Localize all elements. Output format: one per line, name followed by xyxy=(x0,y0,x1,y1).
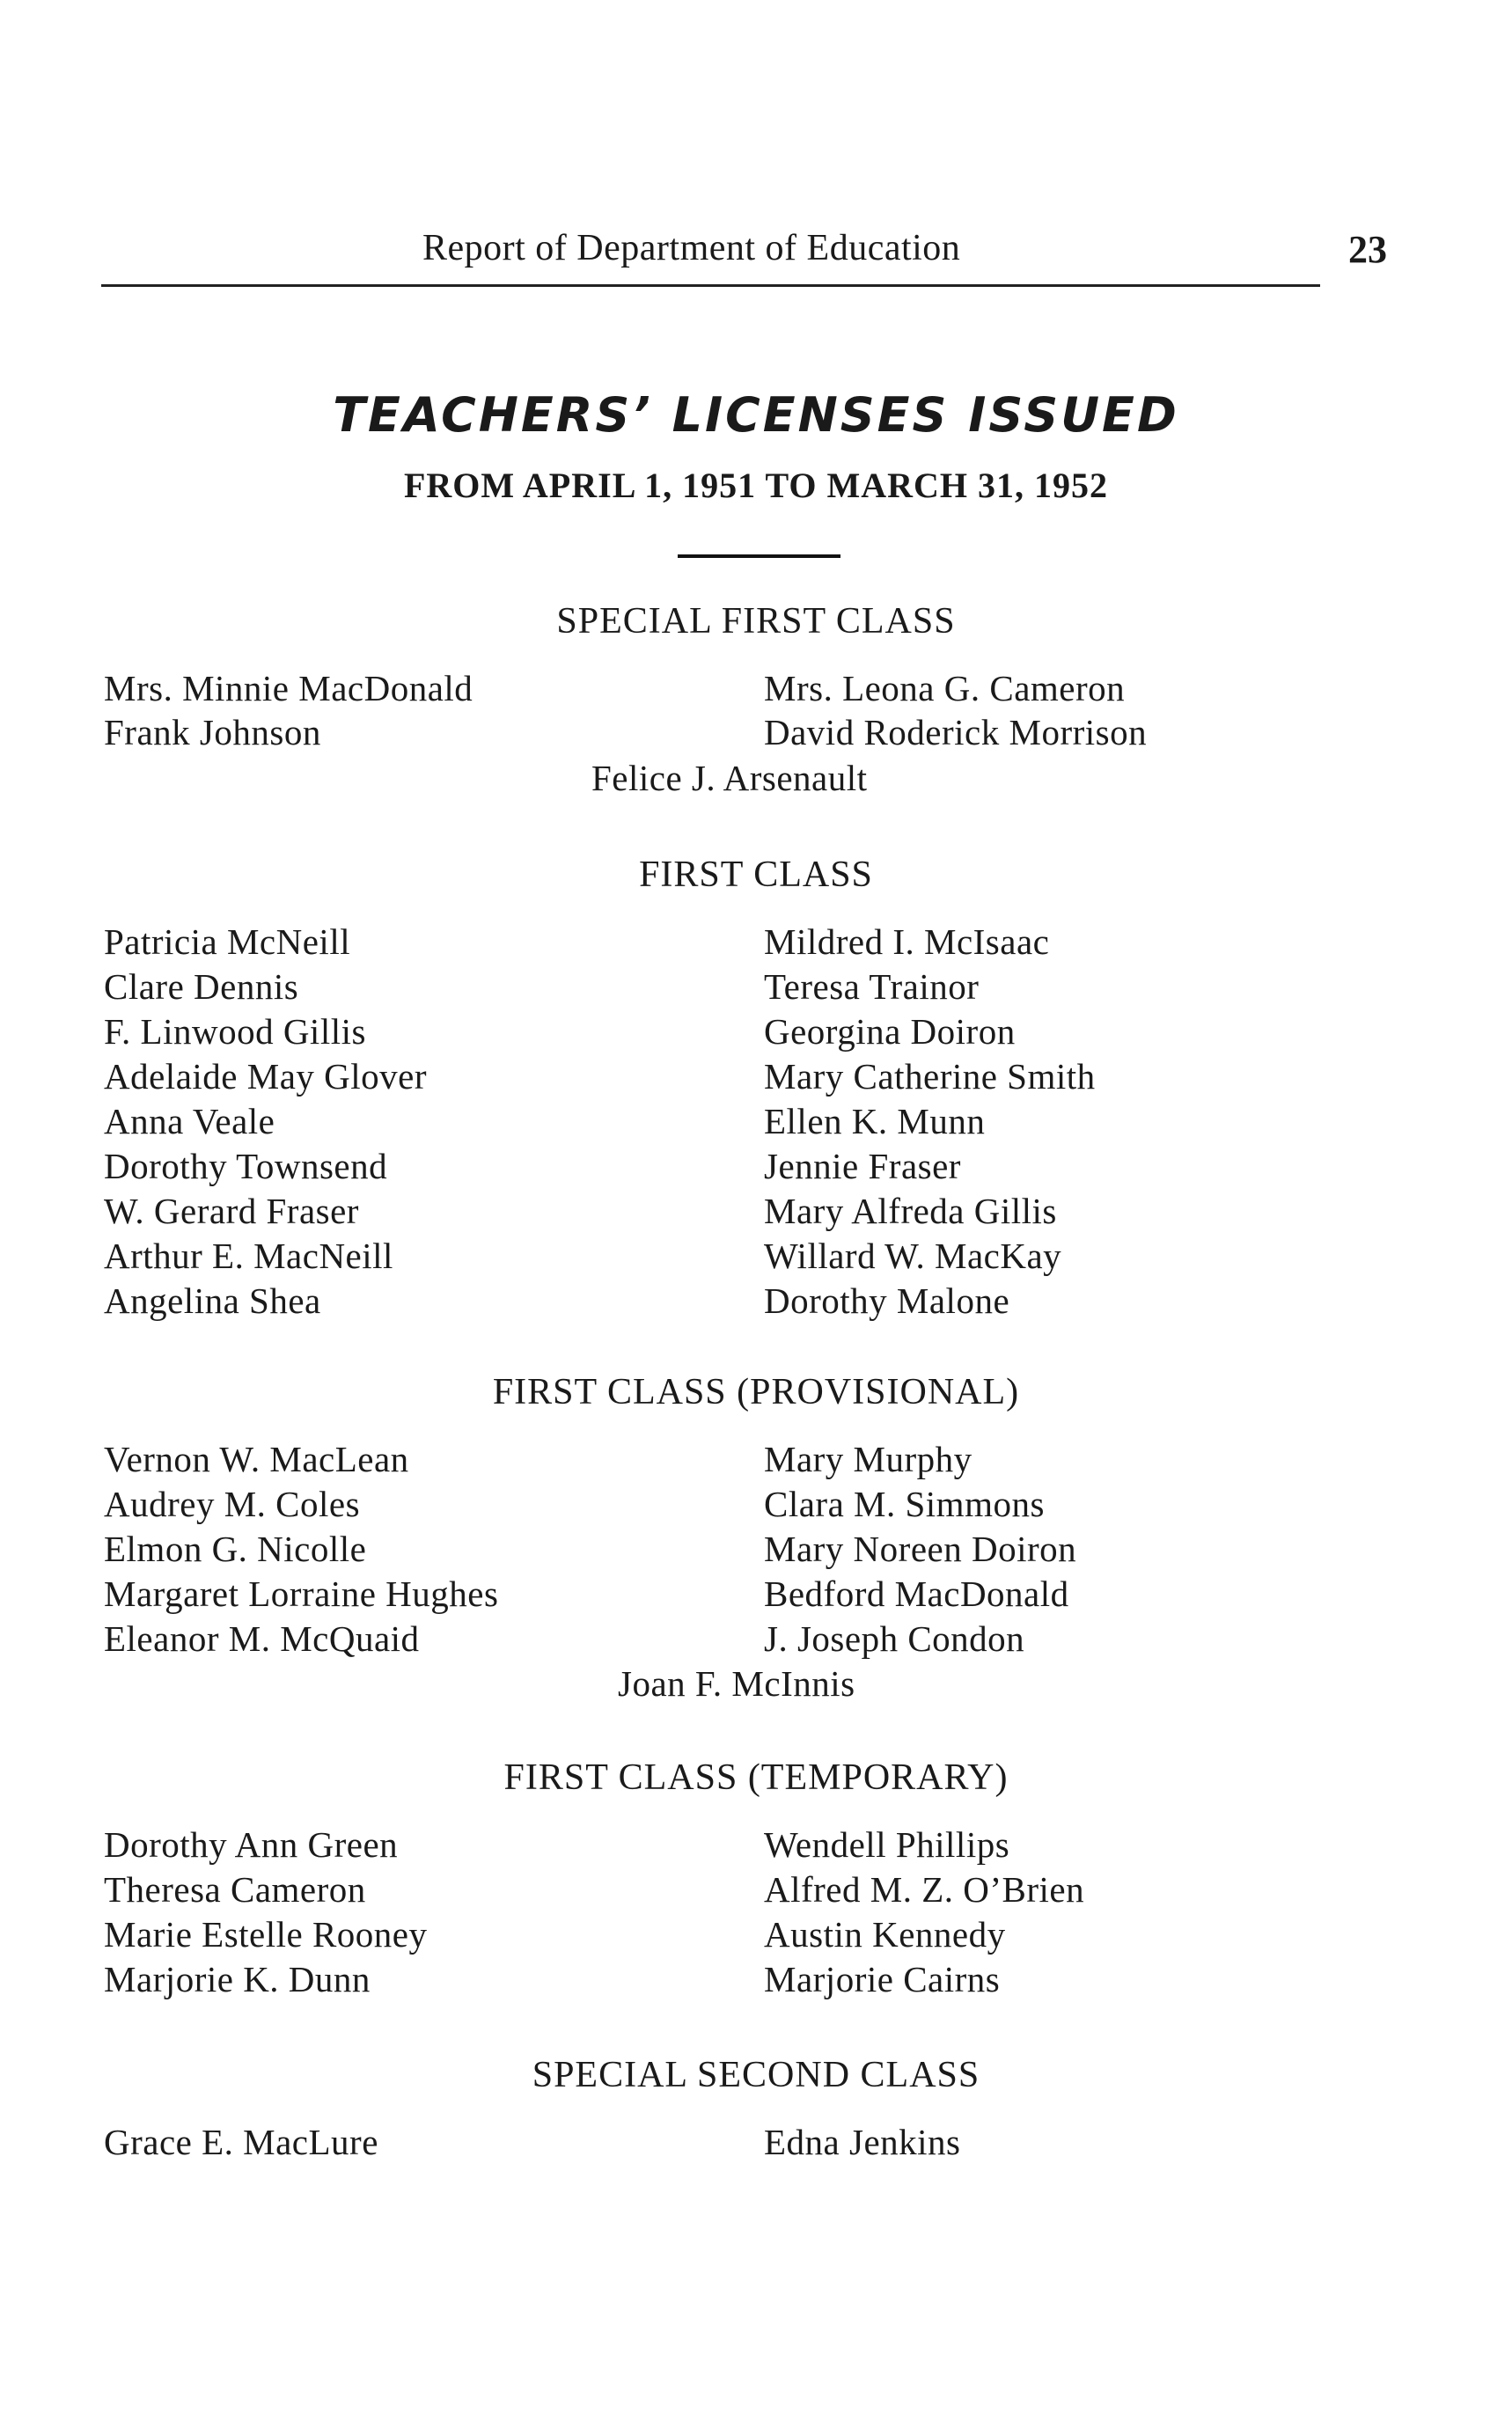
name-entry: Wendell Phillips xyxy=(764,1824,1010,1865)
page-title: TEACHERS’ LICENSES ISSUED xyxy=(333,387,1179,443)
title-divider xyxy=(678,554,840,558)
name-entry: Arthur E. MacNeill xyxy=(104,1236,393,1276)
section-heading: FIRST CLASS xyxy=(639,855,873,895)
name-entry: Marjorie K. Dunn xyxy=(104,1959,371,1999)
name-entry: David Roderick Morrison xyxy=(764,712,1148,752)
name-entry: Mary Murphy xyxy=(764,1439,973,1479)
running-header xyxy=(0,227,1512,280)
section-heading: FIRST CLASS (PROVISIONAL) xyxy=(492,1372,1020,1412)
name-entry: Austin Kennedy xyxy=(764,1914,1006,1955)
name-entry: Frank Johnson xyxy=(104,712,321,752)
name-entry: Marie Estelle Rooney xyxy=(104,1914,428,1955)
name-entry: Audrey M. Coles xyxy=(104,1484,361,1524)
name-entry: Margaret Lorraine Hughes xyxy=(104,1573,499,1614)
name-entry: Vernon W. MacLean xyxy=(104,1439,409,1479)
section-heading: FIRST CLASS (TEMPORARY) xyxy=(503,1757,1009,1798)
name-entry: Dorothy Townsend xyxy=(104,1146,388,1186)
section-heading: SPECIAL FIRST CLASS xyxy=(556,601,956,642)
name-entry: Theresa Cameron xyxy=(104,1869,366,1910)
name-entry: W. Gerard Fraser xyxy=(104,1191,359,1231)
name-entry: Elmon G. Nicolle xyxy=(104,1529,367,1569)
name-entry: Clare Dennis xyxy=(104,966,299,1007)
name-entry-centered: Joan F. McInnis xyxy=(618,1663,855,1704)
name-entry: Mary Alfreda Gillis xyxy=(764,1191,1057,1231)
running-title: Report of Department of Education xyxy=(422,228,961,268)
name-entry: Mary Noreen Doiron xyxy=(764,1529,1077,1569)
name-entry: Marjorie Cairns xyxy=(764,1959,1001,1999)
name-entry: Mildred I. McIsaac xyxy=(764,921,1050,962)
name-entry: Jennie Fraser xyxy=(764,1146,961,1186)
name-entry: Mrs. Minnie MacDonald xyxy=(104,668,473,708)
page-number: 23 xyxy=(1348,228,1387,271)
name-entry: Alfred M. Z. O’Brien xyxy=(764,1869,1085,1910)
name-entry: Eleanor M. McQuaid xyxy=(104,1618,420,1659)
name-entry: Anna Veale xyxy=(104,1101,275,1141)
name-entry: Dorothy Malone xyxy=(764,1280,1010,1321)
name-entry: Georgina Doiron xyxy=(764,1011,1016,1052)
page-subtitle: FROM APRIL 1, 1951 TO MARCH 31, 1952 xyxy=(403,466,1109,505)
header-rule xyxy=(101,284,1320,287)
name-entry: Teresa Trainor xyxy=(764,966,980,1007)
name-entry: Grace E. MacLure xyxy=(104,2122,378,2162)
name-entry: J. Joseph Condon xyxy=(764,1618,1025,1659)
section-heading: SPECIAL SECOND CLASS xyxy=(532,2055,980,2095)
name-entry: Patricia McNeill xyxy=(104,921,351,962)
name-entry-centered: Felice J. Arsenault xyxy=(591,758,868,798)
name-entry: Willard W. MacKay xyxy=(764,1236,1062,1276)
name-entry: Ellen K. Munn xyxy=(764,1101,986,1141)
name-entry: Edna Jenkins xyxy=(764,2122,961,2162)
name-entry: Angelina Shea xyxy=(104,1280,321,1321)
name-entry: Dorothy Ann Green xyxy=(104,1824,399,1865)
name-entry: Bedford MacDonald xyxy=(764,1573,1069,1614)
name-entry: Adelaide May Glover xyxy=(104,1056,427,1097)
name-entry: Mary Catherine Smith xyxy=(764,1056,1096,1097)
name-entry: F. Linwood Gillis xyxy=(104,1011,366,1052)
name-entry: Mrs. Leona G. Cameron xyxy=(764,668,1126,708)
name-entry: Clara M. Simmons xyxy=(764,1484,1045,1524)
